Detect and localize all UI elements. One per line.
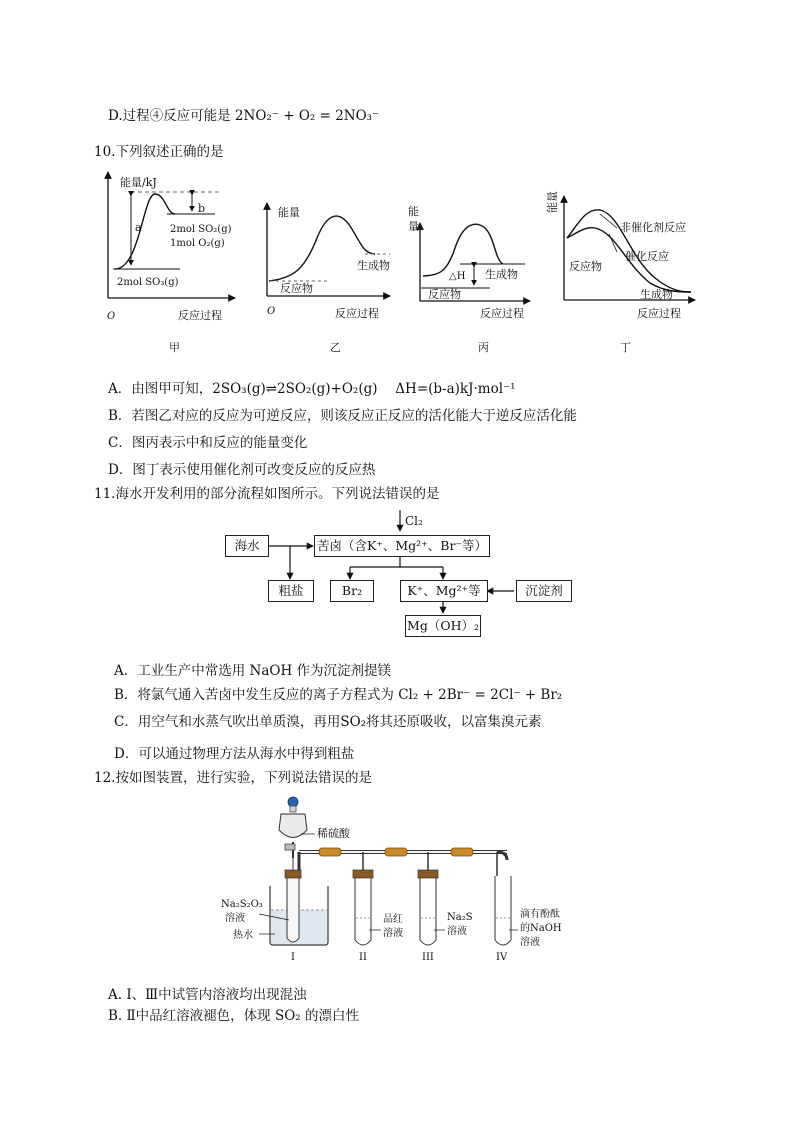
label-naoh-1: 滴有酚酞 — [520, 909, 560, 920]
label-tube-2: II — [359, 952, 367, 963]
fig-bing-product: 生成物 — [485, 268, 518, 281]
fig-bing-reactant: 反应物 — [428, 288, 461, 301]
fig-ding-uncat: 非催化剂反应 — [620, 221, 686, 234]
fig-ding-product: 生成物 — [640, 288, 673, 301]
fig-yi-origin: O — [267, 306, 276, 317]
fig-ding-xlabel: 反应过程 — [637, 307, 681, 320]
fig-jia-origin: O — [107, 311, 116, 322]
q10-stem: 10.下列叙述正确的是 — [94, 144, 224, 160]
fig-jia-a: a — [135, 221, 142, 234]
q10-option-c: C．图丙表示中和反应的能量变化 — [108, 435, 308, 451]
label-tube-3: III — [422, 952, 434, 963]
q12-apparatus — [215, 790, 605, 970]
label-naoh-3: 溶液 — [520, 937, 540, 948]
flow-br2: Br₂ — [330, 580, 374, 602]
fig-ding-caption: 丁 — [620, 341, 631, 354]
q10-option-b: B．若图乙对应的反应为可逆反应，则该反应正反应的活化能大于逆反应活化能 — [108, 408, 577, 424]
fig-yi-product: 生成物 — [357, 259, 390, 272]
fig-bing-xlabel: 反应过程 — [480, 307, 524, 320]
q11-option-c: C．用空气和水蒸气吹出单质溴，再用SO₂将其还原吸收，以富集溴元素 — [114, 714, 542, 730]
q11-stem: 11.海水开发利用的部分流程如图所示。下列说法错误的是 — [94, 486, 440, 502]
flow-cl2: Cl₂ — [405, 514, 423, 528]
beaker-hot-water — [270, 870, 328, 945]
label-naoh-2: 的NaOH — [520, 923, 562, 934]
fig-ding-cat: 催化反应 — [625, 250, 669, 263]
fig-bing-ylabel2: 量 — [408, 220, 419, 233]
fig-jia-upper2: 1mol O₂(g) — [170, 238, 225, 249]
test-tube-2 — [353, 870, 373, 945]
fig-yi-reactant: 反应物 — [280, 282, 313, 295]
flow-salt: 粗盐 — [268, 580, 314, 602]
q11-option-d: D．可以通过物理方法从海水中得到粗盐 — [114, 746, 355, 762]
fig-yi-xlabel: 反应过程 — [335, 307, 379, 320]
label-na2s-1: Na₂S — [447, 912, 473, 923]
fig-jia-xlabel: 反应过程 — [178, 309, 222, 322]
flow-kmg: K⁺、Mg²⁺等 — [400, 580, 488, 602]
label-pinhong-1: 品红 — [383, 914, 403, 925]
fig-jia-lower: 2mol SO₃(g) — [117, 277, 179, 288]
label-acid: 稀硫酸 — [317, 827, 350, 840]
fig-jia-upper1: 2mol SO₂(g) — [170, 224, 232, 235]
flow-brine: 苦卤（含K⁺、Mg²⁺、Br⁻等） — [314, 535, 490, 557]
flow-precip: 沉淀剂 — [516, 580, 572, 602]
q12-option-b: B. Ⅱ中品红溶液褪色，体现 SO₂ 的漂白性 — [108, 1008, 359, 1024]
label-na2s2o3-1: Na₂S₂O₃ — [221, 899, 263, 910]
fig-bing-ylabel1: 能 — [408, 205, 419, 218]
test-tube-3 — [418, 870, 438, 945]
q12-stem: 12.按如图装置，进行实验，下列说法错误的是 — [94, 770, 372, 786]
fig-bing-dh: △H — [449, 271, 466, 282]
fig-ding-reactant: 反应物 — [569, 260, 602, 273]
label-na2s-2: 溶液 — [447, 926, 467, 937]
q10-option-a: A．由图甲可知，2SO₃(g)⇌2SO₂(g)+O₂(g) ΔH=(b-a)kJ·mol⁻¹ — [108, 381, 516, 397]
q11-option-a: A．工业生产中常选用 NaOH 作为沉淀剂提镁 — [114, 663, 392, 679]
label-pinhong-2: 溶液 — [383, 928, 403, 939]
q11-option-b: B．将氯气通入苦卤中发生反应的离子方程式为 Cl₂ + 2Br⁻ = 2Cl⁻ + Br₂ — [114, 687, 563, 703]
fig-jia-caption: 甲 — [169, 341, 180, 354]
fig-bing-caption: 丙 — [478, 341, 489, 354]
fig-yi-ylabel: 能量 — [278, 206, 300, 219]
label-tube-1: I — [291, 952, 295, 963]
flow-seawater: 海水 — [225, 535, 269, 557]
q12-option-a: A. Ⅰ、Ⅲ中试管内溶液均出现混浊 — [108, 987, 307, 1003]
fig-jia-b: b — [198, 202, 206, 215]
label-hotwater: 热水 — [233, 930, 253, 941]
flow-mgoh: Mg（OH）₂ — [405, 615, 481, 637]
fig-yi-caption: 乙 — [330, 341, 341, 354]
label-tube-4: IV — [496, 952, 508, 963]
q9-option-d: D.过程④反应可能是 2NO₂⁻ + O₂ = 2NO₃⁻ — [108, 108, 380, 124]
q10-option-d: D．图丁表示使用催化剂可改变反应的反应热 — [108, 462, 376, 478]
fig-jia-ylabel: 能量/kJ — [120, 176, 157, 189]
fig-ding-ylabel: 能量 — [546, 191, 559, 213]
label-na2s2o3-2: 溶液 — [225, 913, 245, 924]
test-tube-4 — [495, 876, 511, 945]
